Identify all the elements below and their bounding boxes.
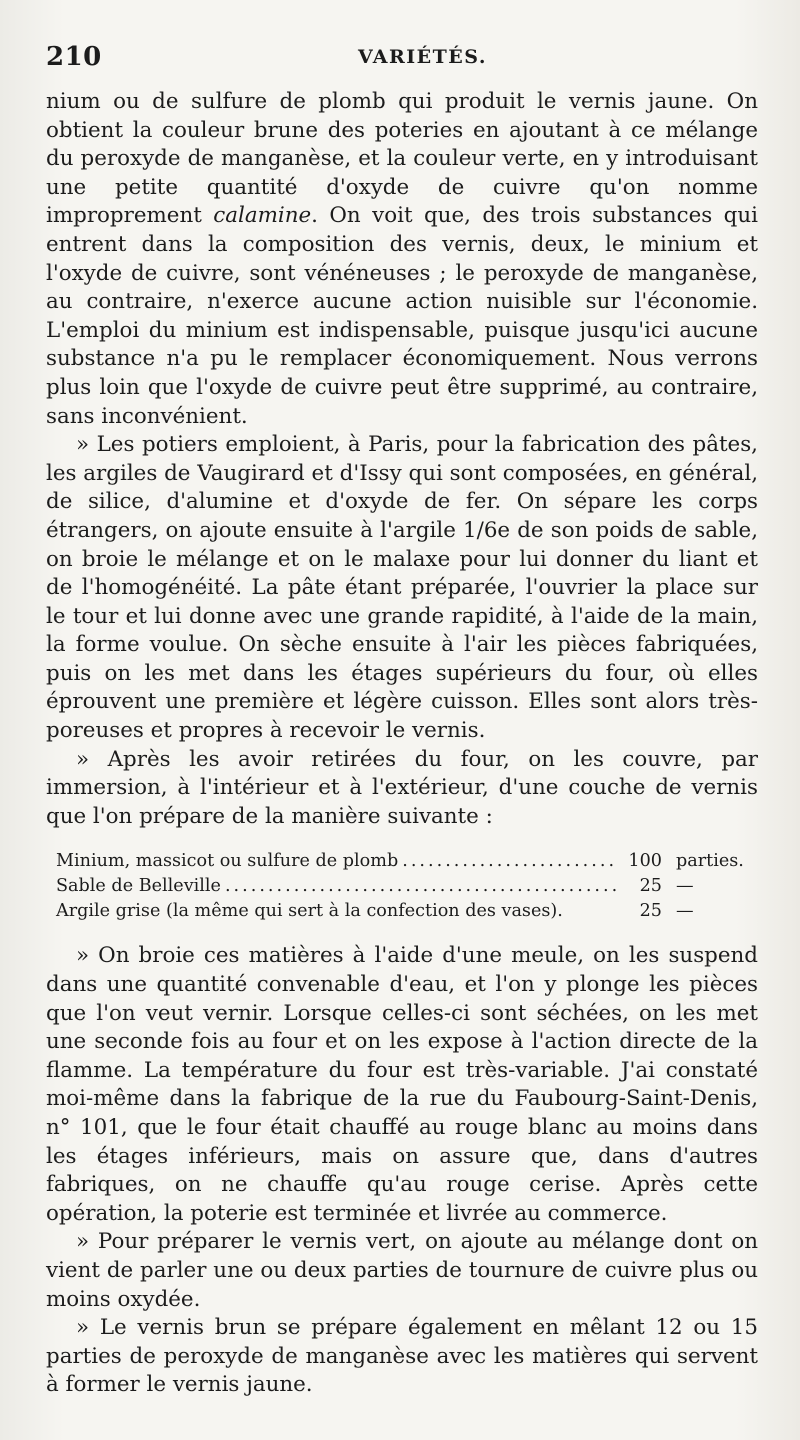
leader-dots bbox=[221, 874, 616, 899]
recipe-ingredient: Argile grise (la même qui sert à la confection des vases). bbox=[56, 901, 563, 922]
recipe-ingredient: Minium, massicot ou sulfure de plomb bbox=[56, 851, 399, 872]
paragraph-4: » On broie ces matières à l'aide d'une meule, on les suspend dans une quantité convenable d'eau, et l'on y plonge les pièces que l'on veut vernir. Lorsque celles-ci sont séchées, on les met une seconde fois au four et on les expose à l'action directe de la flamme. La température du four est très-variable. J'ai constaté moi-même dans la fabrique de la rue du Faubourg-Saint-Denis, n° 101, que le four était chauffé au rouge blanc au moins dans les étages inférieurs, mais on assure que, dans d'autres fabriques, on ne chauffe qu'au rouge cerise. Après cette opération, la poterie est terminée et livrée au commerce. bbox=[46, 943, 758, 1226]
leader-dots bbox=[398, 849, 616, 874]
recipe-table bbox=[56, 849, 758, 924]
italic-term: calamine bbox=[213, 203, 312, 229]
recipe-quantity: 100 bbox=[628, 851, 662, 872]
running-head: VARIÉTÉS. bbox=[358, 46, 487, 68]
recipe-unit: parties. bbox=[676, 851, 744, 872]
paragraph-1-part-a: nium ou de sulfure de plomb qui produit le vernis jaune. On obtient la couleur brune des poteries en ajoutant à ce mélange du peroxyde de manganèse, et la couleur verte, en y introduisant une petite quantité d'oxyde de cuivre qu'on nomme improprement bbox=[46, 89, 758, 229]
paragraph-5: » Pour préparer le vernis vert, on ajoute au mélange dont on vient de parler une ou deux parties de tournure de cuivre plus ou moins oxydée. bbox=[46, 1229, 758, 1312]
body-text bbox=[46, 88, 758, 1400]
recipe-quantity: 25 bbox=[639, 901, 662, 922]
paragraph-3: » Après les avoir retirées du four, on les couvre, par immersion, à l'intérieur et à l'extérieur, d'une couche de vernis que l'on prépare de la manière suivante : bbox=[46, 746, 758, 829]
paragraph-1 bbox=[46, 88, 758, 431]
paragraph-6: » Le vernis brun se prépare également en mêlant 12 ou 15 parties de peroxyde de manganèse avec les matières qui servent à former le vernis jaune. bbox=[46, 1315, 758, 1398]
recipe-row bbox=[56, 899, 758, 924]
recipe-unit: — bbox=[676, 901, 694, 922]
recipe-ingredient: Sable de Belleville bbox=[56, 876, 221, 897]
page-header bbox=[46, 38, 758, 88]
recipe-unit: — bbox=[676, 876, 694, 897]
page-number: 210 bbox=[46, 42, 102, 72]
paragraph-1-part-b: . On voit que, des trois substances qui entrent dans la composition des vernis, deux, le minium et l'oxyde de cuivre, sont vénéneuses ; le peroxyde de manganèse, au contraire, n'exerce aucune action nuisible sur l'économie. L'emploi du minium est indispensable, puisque jusqu'ici aucune substance n'a pu le remplacer économiquement. Nous verrons plus loin que l'oxyde de cuivre peut être supprimé, au contraire, sans inconvénient. bbox=[46, 203, 758, 429]
recipe-quantity: 25 bbox=[639, 876, 662, 897]
paragraph-2: » Les potiers emploient, à Paris, pour la fabrication des pâtes, les argiles de Vaugirard et d'Issy qui sont composées, en général, de silice, d'alumine et d'oxyde de fer. On sépare les corps étrangers, on ajoute ensuite à l'argile 1/6e de son poids de sable, on broie le mélange et on le malaxe pour lui donner du liant et de l'homogénéité. La pâte étant préparée, l'ouvrier la place sur le tour et lui donne avec une grande rapidité, à l'aide de la main, la forme voulue. On sèche ensuite à l'air les pièces fabriquées, puis on les met dans les étages supérieurs du four, où elles éprouvent une première et légère cuisson. Elles sont alors très-poreuses et propres à recevoir le vernis. bbox=[46, 432, 758, 744]
recipe-row bbox=[56, 874, 758, 899]
recipe-row bbox=[56, 849, 758, 874]
